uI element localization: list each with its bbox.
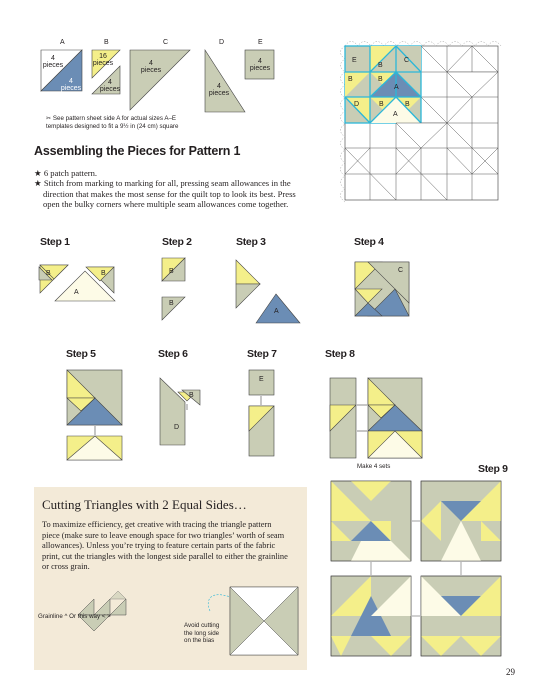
step-4-label: Step 4 [354, 236, 384, 248]
block-label-d: D [354, 101, 360, 108]
assembling-heading: Assembling the Pieces for Pattern 1 [34, 144, 241, 158]
bullet-item-2 [34, 178, 324, 188]
block-label-b2: B [348, 76, 353, 83]
step-5-label: Step 5 [66, 348, 96, 360]
template-a-bottom-text: 4 pieces [60, 78, 82, 92]
step-3-label: Step 3 [236, 236, 266, 248]
cutting-title: Cutting Triangles with 2 Equal Sides… [42, 497, 247, 512]
template-label-c: C [163, 39, 169, 46]
scissors-icon: ✂ [46, 115, 53, 122]
template-d-text: 4 pieces [208, 83, 230, 97]
step-7-label: Step 7 [247, 348, 277, 360]
grainline-label [38, 613, 111, 621]
cutting-line-3: allowances). Unless you’re trying to feature certain parts of the fabric [42, 541, 276, 551]
bullet-2-line-3: open the bulky corners where multiple seam allowances come together. [43, 199, 289, 210]
or-this-way-text: Or this way [69, 613, 101, 620]
block-label-a1: A [394, 84, 399, 91]
block-label-b5: B [405, 101, 410, 108]
step-8-label: Step 8 [325, 348, 355, 360]
page-number: 29 [506, 667, 515, 677]
bullet-item-1 [34, 168, 324, 178]
block-label-b3: B [378, 76, 383, 83]
step1-label-a: A [74, 289, 79, 296]
cutting-diagram [34, 487, 307, 670]
step6-label-d: D [174, 424, 180, 431]
template-label-b: B [104, 39, 109, 46]
template-note-line2: templates designed to fit a 9½ in (24 cm) square [46, 122, 179, 130]
bullet-2-line-1: Stitch from marking to marking for all, pressing seam allowances in the [43, 178, 291, 189]
cutting-line-4: print, cut the triangles with the longest side parallel to either the grainline [42, 551, 288, 561]
assembling-bullets [34, 168, 324, 210]
avoid-line-3: on the bias [184, 637, 215, 644]
step1-label-b1: B [46, 270, 51, 277]
cutting-line-1: To maximize efficiency, get creative with tracing the triangle pattern [42, 520, 272, 529]
star-icon: ★ [34, 168, 44, 178]
block-label-c: C [404, 57, 410, 64]
make-4-sets-note: Make 4 sets [357, 463, 391, 470]
avoid-line-2: the long side [184, 629, 220, 637]
bullet-2-line-2: direction that makes the most sense for the quilt top to look its best. Press [43, 188, 296, 199]
template-label-e: E [258, 39, 263, 46]
block-label-e: E [352, 57, 357, 64]
step4-label-c: C [398, 267, 404, 274]
template-c-text: 4 pieces [140, 60, 162, 74]
step-9-label: Step 9 [478, 463, 508, 475]
cutting-tip-box [34, 487, 307, 670]
block-label-a2: A [393, 111, 398, 118]
cutting-line-2: piece (make sure to leave enough space for two triangles’ worth of seam [42, 530, 285, 540]
left-right-arrow-icon: < > [101, 613, 111, 620]
template-note-line1: See pattern sheet side A for actual sizes A–E [52, 115, 177, 122]
step-2-label: Step 2 [162, 236, 192, 248]
step2-label-b1: B [169, 268, 174, 275]
step1-label-b2: B [101, 270, 106, 277]
step7-label-e: E [259, 376, 264, 383]
grainline-text: Grainline [38, 613, 63, 620]
template-label-d: D [219, 39, 225, 46]
bullet-1-text: 6 patch pattern. [43, 168, 98, 178]
template-b-bottom-text: 4 pieces [99, 79, 121, 93]
avoid-line-1: Avoid cutting [184, 622, 220, 629]
step2-label-b2: B [169, 300, 174, 307]
step6-label-b: B [189, 392, 194, 399]
step3-label-a: A [274, 308, 279, 315]
template-e-text: 4 pieces [249, 58, 271, 72]
grainline-arrow-icon: ^ [64, 613, 68, 620]
template-label-a: A [60, 39, 65, 46]
block-label-b1: B [378, 62, 383, 69]
cutting-line-5: or cross grain. [42, 562, 90, 572]
template-a-top-text: 4 pieces [42, 55, 64, 69]
step-6-label: Step 6 [158, 348, 188, 360]
step-1-label: Step 1 [40, 236, 70, 248]
avoid-note [184, 622, 228, 645]
steps-row-1-drawing [0, 240, 540, 360]
star-icon: ★ [34, 178, 44, 189]
steps-row-2-drawing [0, 360, 540, 490]
template-b-top-text: 16 pieces [92, 53, 114, 67]
block-label-b4: B [379, 101, 384, 108]
